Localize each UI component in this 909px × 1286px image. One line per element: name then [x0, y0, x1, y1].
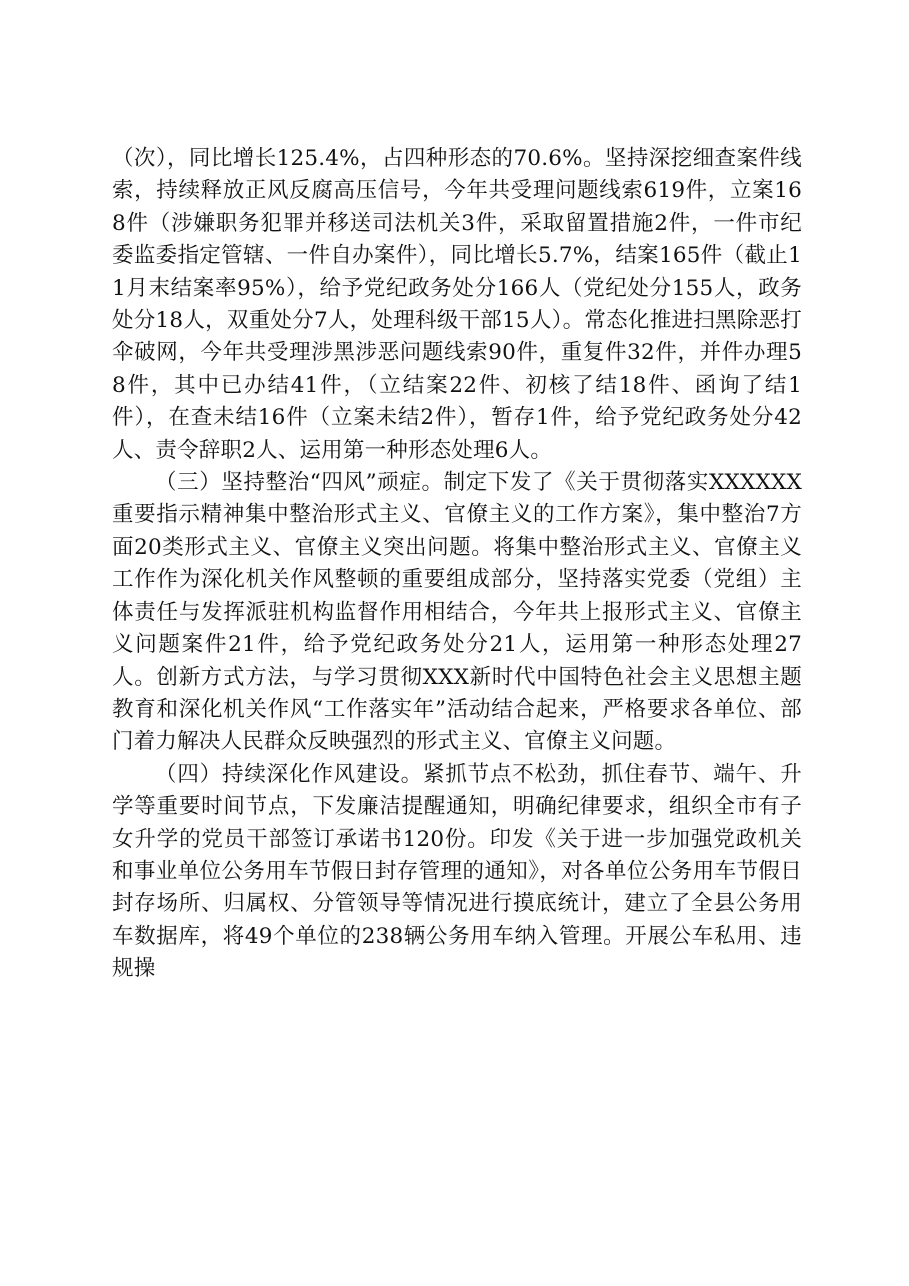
paragraph-four-styles-rectification: （三）坚持整治“四风”顽症。制定下发了《关于贯彻落实XXXXXX重要指示精神集中整治形式主义、官僚主义的工作方案》，集中整治7方面20类形式主义、官僚主义突出问题。将集中整治形式主义、官僚主义工作作为深化机关作风整顿的重要组成部分，坚持落实党委（党组）主体责任与发挥派驻机构监督作用相结合，今年共上报形式主义、官僚主义问题案件21件，给予党纪政务处分21人，运用第一种形态处理27人。创新方式方法，与学习贯彻XXX新时代中国特色社会主义思想主题教育和深化机关作风“工作落实年”活动结合起来，严格要求各单位、部门着力解决人民群众反映强烈的形式主义、官僚主义问题。: [112, 470, 802, 755]
paragraph-work-style-building: （四）持续深化作风建设。紧抓节点不松劲，抓住春节、端午、升学等重要时间节点，下发廉洁提醒通知，明确纪律要求，组织全市有子女升学的党员干部签订承诺书120份。印发《关于进一步加强党政机关和事业单位公务用车节假日封存管理的通知》，对各单位公务用车节假日封存场所、归属权、分管领导等情况进行摸底统计，建立了全县公务用车数据库，将49个单位的238辆公务用车纳入管理。开展公车私用、违规操: [112, 761, 802, 982]
document-page: [112, 143, 802, 986]
paragraph-case-statistics: （次），同比增长125.4%，占四种形态的70.6%。坚持深挖细查案件线索，持续释放正风反腐高压信号，今年共受理问题线索619件，立案168件（涉嫌职务犯罪并移送司法机关3件，采取留置措施2件，一件市纪委监委指定管辖、一件自办案件），同比增长5.7%，结案165件（截止11月末结案率95%），给予党纪政务处分166人（党纪处分155人，政务处分18人，双重处分7人，处理科级干部15人）。常态化推进扫黑除恶打伞破网，今年共受理涉黑涉恶问题线索90件，重复件32件，并件办理58件，其中已办结41件，（立结案22件、初核了结18件、函询了结1件），在查未结16件（立案未结2件），暂存1件，给予党纪政务处分42人、责令辞职2人、运用第一种形态处理6人。: [112, 146, 802, 463]
